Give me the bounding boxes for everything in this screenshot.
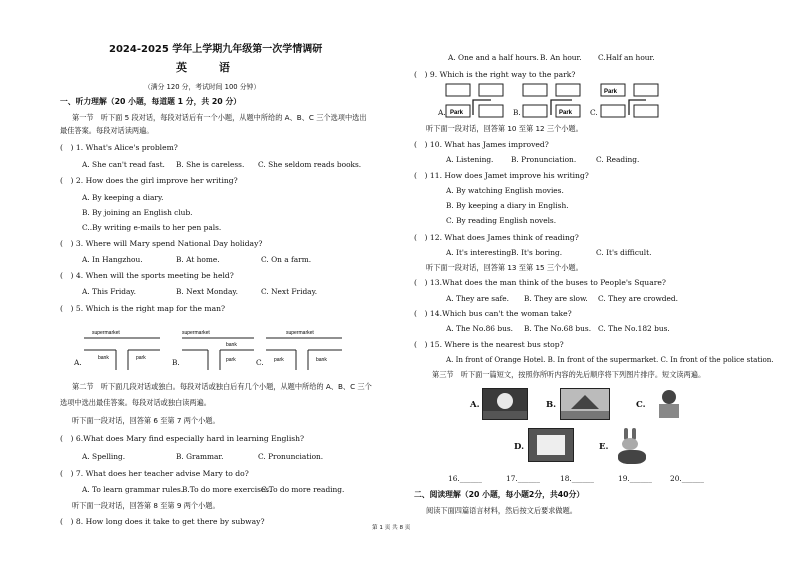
q1-option-a[interactable]: A. She can't read fast.	[82, 160, 165, 169]
q11-option-c[interactable]: C. By reading English novels.	[446, 216, 557, 225]
map-a-supermarket: supermarket	[92, 330, 120, 336]
map-b-bank: bank	[226, 342, 237, 348]
q10-option-c[interactable]: C. Reading.	[596, 155, 640, 164]
blank-17[interactable]: 17.______	[506, 474, 540, 483]
q15-options[interactable]: A. In front of Orange Hotel. B. In front of the supermarket. C. In front of the police station.	[446, 355, 774, 364]
sec2-intro: 第二节 听下面几段对话或独白。每段对话或独白后有几个小题，从题中所给的 A、B、C 三个	[72, 382, 372, 391]
q3-option-b[interactable]: B. At home.	[176, 255, 220, 264]
q14-option-b[interactable]: B. The No.68 bus.	[524, 324, 592, 333]
q11-stem: ( ) 11. How does Jamet improve his writing?	[414, 171, 589, 180]
sec2-lead-3: 听下面一段对话，回答第 10 至第 12 三个小题。	[426, 124, 583, 133]
q8-stem: ( ) 8. How long does it take to get there by subway?	[60, 517, 265, 526]
subject-title: 英 语	[176, 61, 244, 74]
q7-option-c[interactable]: C.To do more reading.	[261, 485, 345, 494]
q8-option-c[interactable]: C.Half an hour.	[598, 53, 655, 62]
q14-option-a[interactable]: A. The No.86 bus.	[446, 324, 513, 333]
sec2-lead-2: 听下面一段对话，回答第 8 至第 9 两个小题。	[72, 501, 220, 510]
q13-option-b[interactable]: B. They are slow.	[524, 294, 588, 303]
q15-stem: ( ) 15. Where is the nearest bus stop?	[414, 340, 564, 349]
q3-option-a[interactable]: A. In Hangzhou.	[82, 255, 143, 264]
q12-option-b[interactable]: B. It's boring.	[511, 248, 563, 257]
q12-stem: ( ) 12. What does James think of reading?	[414, 233, 579, 242]
q12-option-a[interactable]: A. It's interesting.	[446, 248, 514, 257]
score-info: （满分 120 分，考试时间 100 分钟）	[144, 83, 261, 91]
sec2-intro-cont: 选项中选出最佳答案。每段对话或独白读两遍。	[60, 398, 211, 407]
exam-title: 2024-2025 学年上学期九年级第一次学情调研	[109, 44, 323, 55]
blank-19[interactable]: 19.______	[618, 474, 652, 483]
map-b-park-label: Park	[559, 110, 573, 116]
q5-map-a	[82, 326, 162, 370]
pic-label-b: B.	[546, 400, 557, 410]
part2-intro: 阅读下面四篇语言材料，然后按文后要求做题。	[426, 506, 577, 515]
q6-option-b[interactable]: B. Grammar.	[176, 452, 224, 461]
q5-stem: ( ) 5. Which is the right map for the man?	[60, 304, 226, 313]
q10-stem: ( ) 10. What has James improved?	[414, 140, 549, 149]
q4-option-b[interactable]: B. Next Monday.	[176, 287, 238, 296]
q11-option-a[interactable]: A. By watching English movies.	[446, 186, 564, 195]
picture-a	[482, 388, 528, 420]
sec2-lead-4: 听下面一段对话，回答第 13 至第 15 三个小题。	[426, 263, 583, 272]
part1-heading: 一、听力理解（20 小题，每道题 1 分，共 20 分）	[60, 97, 242, 106]
q7-option-a[interactable]: A. To learn grammar rules.	[82, 485, 184, 494]
right-column	[400, 0, 794, 561]
pic-label-e: E.	[599, 442, 609, 452]
sec1-intro-cont: 最佳答案。每段对话读两遍。	[60, 126, 154, 135]
q8-option-b[interactable]: B. An hour.	[540, 53, 582, 62]
q9-option-a[interactable]: A.	[438, 108, 446, 117]
part2-heading: 二、阅读理解（20 小题，每小题2分，共40分）	[414, 490, 585, 499]
q5-map-c	[264, 326, 344, 370]
map-c-park: park	[274, 357, 284, 363]
sec2-lead-1: 听下面一段对话，回答第 6 至第 7 两个小题。	[72, 416, 220, 425]
q13-option-c[interactable]: C. They are crowded.	[598, 294, 678, 303]
pic-label-a: A.	[470, 400, 480, 410]
blank-18[interactable]: 18.______	[560, 474, 594, 483]
q5-map-b	[180, 326, 256, 370]
q1-option-b[interactable]: B. She is careless.	[176, 160, 245, 169]
q9-map-c	[600, 83, 660, 119]
q6-stem: ( ) 6.What does Mary find especially hard in learning English?	[60, 434, 305, 443]
q5-option-a[interactable]: A.	[74, 358, 82, 367]
q10-option-a[interactable]: A. Listening.	[446, 155, 494, 164]
q7-option-b[interactable]: B.To do more exercises.	[182, 485, 272, 494]
map-a-park: park	[136, 355, 146, 361]
q1-stem: ( ) 1. What's Alice's problem?	[60, 143, 178, 152]
q3-stem: ( ) 3. Where will Mary spend National Day holiday?	[60, 239, 263, 248]
q9-stem: ( ) 9. Which is the right way to the park?	[414, 70, 576, 79]
q2-stem: ( ) 2. How does the girl improve her writing?	[60, 176, 238, 185]
q3-option-c[interactable]: C. On a farm.	[261, 255, 312, 264]
q14-option-c[interactable]: C. The No.182 bus.	[598, 324, 670, 333]
q5-option-b[interactable]: B.	[172, 358, 180, 367]
q9-map-a	[445, 83, 505, 119]
map-a-bank: bank	[98, 355, 109, 361]
q4-option-a[interactable]: A. This Friday.	[82, 287, 136, 296]
q2-option-b[interactable]: B. By joining an English club.	[82, 208, 193, 217]
picture-c	[650, 386, 688, 420]
q2-option-c[interactable]: C..By writing e-mails to her pen pals.	[82, 223, 222, 232]
q9-option-c[interactable]: C.	[590, 108, 598, 117]
q12-option-c[interactable]: C. It's difficult.	[596, 248, 652, 257]
q14-stem: ( ) 14.Which bus can't the woman take?	[414, 309, 572, 318]
map-c-bank: bank	[316, 357, 327, 363]
q8-option-a[interactable]: A. One and a half hours.	[448, 53, 539, 62]
page-footer: 第 1 页 共 8 页	[372, 525, 411, 531]
q6-option-c[interactable]: C. Pronunciation.	[258, 452, 324, 461]
pic-label-d: D.	[514, 442, 525, 452]
q6-option-a[interactable]: A. Spelling.	[82, 452, 126, 461]
q9-map-b	[522, 83, 582, 119]
q4-option-c[interactable]: C. Next Friday.	[261, 287, 318, 296]
map-b-supermarket: supermarket	[182, 330, 210, 336]
picture-e	[614, 426, 650, 466]
q1-option-c[interactable]: C. She seldom reads books.	[258, 160, 362, 169]
q4-stem: ( ) 4. When will the sports meeting be held?	[60, 271, 234, 280]
q10-option-b[interactable]: B. Pronunciation.	[511, 155, 577, 164]
map-b-park: park	[226, 357, 236, 363]
q13-option-a[interactable]: A. They are safe.	[446, 294, 509, 303]
q11-option-b[interactable]: B. By keeping a diary in English.	[446, 201, 569, 210]
map-a-park-label: Park	[450, 110, 464, 116]
blank-16[interactable]: 16.______	[448, 474, 482, 483]
blank-20[interactable]: 20.______	[670, 474, 704, 483]
picture-d	[528, 428, 574, 462]
pic-label-c: C.	[636, 400, 646, 410]
sec1-intro: 第一节 听下面 5 段对话，每段对话后有一个小题，从题中所给的 A、B、C 三个选项中选出	[72, 113, 367, 122]
sec3-intro: 第三节 听下面一篇短文，按照你所听内容的先后顺序将下列图片排序。短文读两遍。	[432, 370, 706, 379]
q7-stem: ( ) 7. What does her teacher advise Mary to do?	[60, 469, 249, 478]
picture-b	[560, 388, 610, 420]
q9-option-b[interactable]: B.	[513, 108, 521, 117]
map-c-park-label: Park	[604, 89, 618, 95]
q13-stem: ( ) 13.What does the man think of the buses to People's Square?	[414, 278, 666, 287]
q5-option-c[interactable]: C.	[256, 358, 264, 367]
q2-option-a[interactable]: A. By keeping a diary.	[82, 193, 164, 202]
map-c-supermarket: supermarket	[286, 330, 314, 336]
